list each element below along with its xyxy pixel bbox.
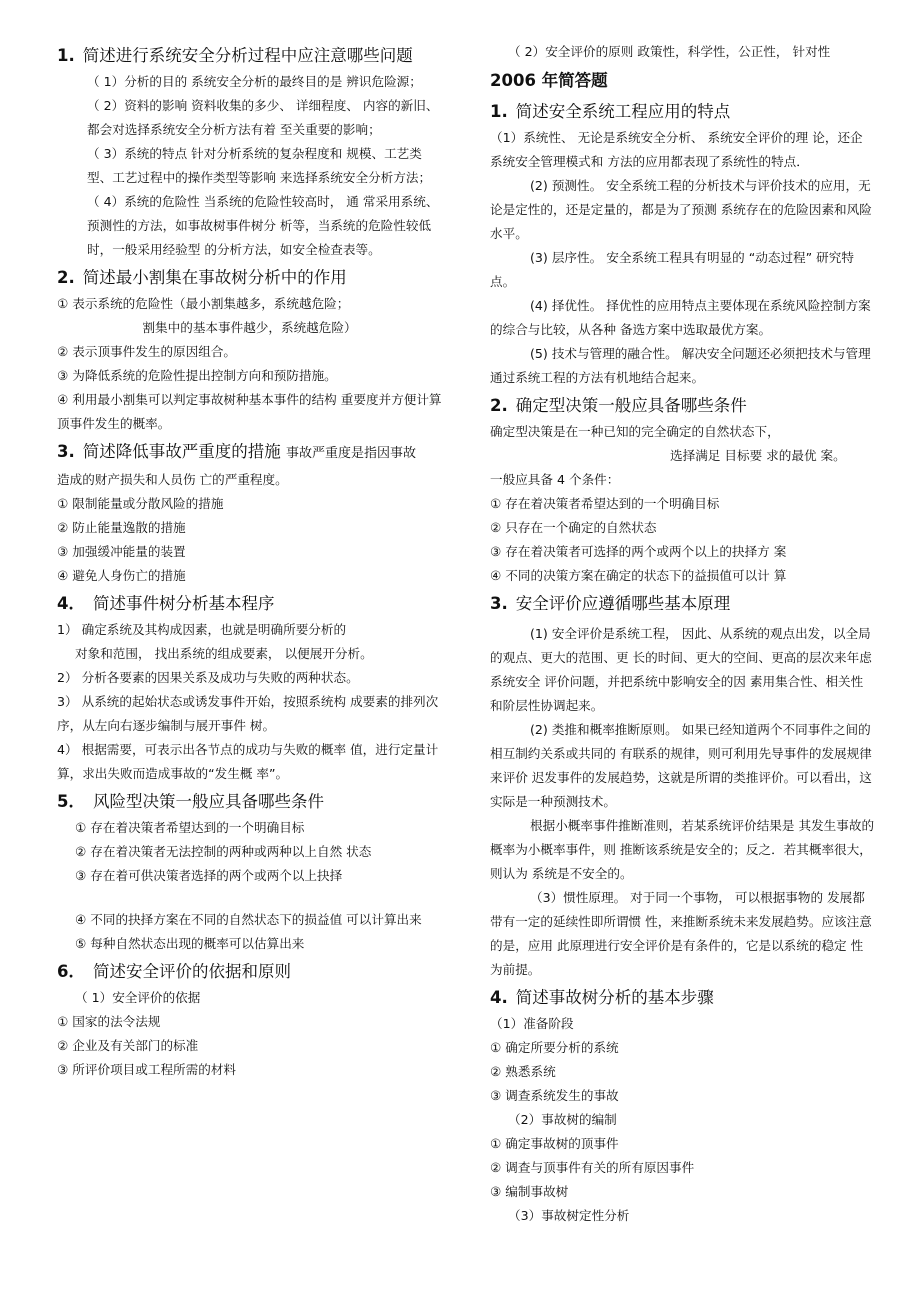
r4-item: ② 调查与顶事件有关的所有原因事件 <box>490 1160 695 1175</box>
answer-1 <box>490 99 875 390</box>
answer-1-heading: 1. 简述安全系统工程应用的特点 <box>490 102 731 121</box>
question-4 <box>57 591 442 786</box>
q3-item: ② 防止能量逸散的措施 <box>57 520 186 535</box>
q3-heading-extra: 事故严重度是指因事故 <box>286 446 417 461</box>
r2-item: ② 只存在一个确定的自然状态 <box>490 520 657 535</box>
r4-item: （3）事故树定性分析 <box>508 1208 630 1223</box>
q2-item: 割集中的基本事件越少，系统越危险） <box>142 320 357 335</box>
q4-item: 2） 分析各要素的因果关系及成功与失败的两种状态。 <box>57 670 359 685</box>
left-column <box>57 40 442 1082</box>
q5-item: ① 存在着决策者希望达到的一个明确目标 <box>75 820 305 835</box>
answer-2-heading: 2. 确定型决策一般应具备哪些条件 <box>490 396 747 415</box>
q1-item: （ 3）系统的特点 针对分析系统的复杂程度和 规模、工艺类型、工艺过程中的操作类型等影响 来选择系统安全分析方法； <box>87 146 432 185</box>
q5-item: ③ 存在着可供决策者选择的两个或两个以上抉择 <box>75 868 343 883</box>
q4-item: 对象和范围， 找出系统的组成要素， 以便展开分析。 <box>75 646 373 661</box>
answer-3-heading: 3. 安全评价应遵循哪些基本原理 <box>490 594 731 613</box>
q3-item: ④ 避免人身伤亡的措施 <box>57 568 186 583</box>
r4-item: ① 确定所要分析的系统 <box>490 1040 619 1055</box>
r2-intro: 确定型决策是在一种已知的完全确定的自然状态下， <box>490 424 780 439</box>
q6-item: ① 国家的法令法规 <box>57 1014 161 1029</box>
r2-item: ④ 不同的决策方案在确定的状态下的益损值可以计 算 <box>490 568 787 583</box>
q3-intro: 造成的财产损失和人员伤 亡的严重程度。 <box>57 472 288 487</box>
q1-item: （ 4）系统的危险性 当系统的危险性较高时， 通 常采用系统、预测性的方法，如事故树事件树分 析等，当系统的危险性较低时，一般采用经验型 的分析方法，如安全检查表等。 <box>87 194 439 257</box>
answer-4 <box>490 985 875 1228</box>
q4-item: 4） 根据需要，可表示出各节点的成功与失败的概率 值，进行定量计算，求出失败而造成事故的“发生概 率”。 <box>57 742 439 781</box>
r4-item: ③ 调查系统发生的事故 <box>490 1088 619 1103</box>
r3-item: (2) 类推和概率推断原则。 如果已经知道两个不同事件之间的相互制约关系或共同的 有联系的规律，则可利用先导事件的发展规律来评价 迟发事件的发展趋势，这就是所谓的类推评价。可以看出，这实际是一种预测技术。 <box>490 722 872 809</box>
r4-item: ② 熟悉系统 <box>490 1064 556 1079</box>
q1-item: （ 1）分析的目的 系统安全分析的最终目的是 辨识危险源； <box>87 74 422 89</box>
r1-item: (3) 层序性。 安全系统工程具有明显的 “动态过程” 研究特点。 <box>490 250 854 289</box>
question-6-heading: 6． 简述安全评价的依据和原则 <box>57 962 291 981</box>
r2-intro: 选择满足 目标要 求的最优 案。 <box>670 448 846 463</box>
question-4-heading: 4． 简述事件树分析基本程序 <box>57 594 275 613</box>
r2-item: ① 存在着决策者希望达到的一个明确目标 <box>490 496 720 511</box>
question-5-heading: 5． 风险型决策一般应具备哪些条件 <box>57 792 324 811</box>
q5-item: ④ 不同的抉择方案在不同的自然状态下的损益值 可以计算出来 <box>75 912 422 927</box>
q3-item: ① 限制能量或分散风险的措施 <box>57 496 224 511</box>
r3-item: （3）惯性原理。 对于同一个事物， 可以根据事物的 发展都带有一定的延续性即所谓惯 性，来推断系统未来发展趋势。应该注意的是，应用 此原理进行安全评价是有条件的，它是以系统的稳定 性为前提。 <box>490 890 872 977</box>
q2-item: ④ 利用最小割集可以判定事故树种基本事件的结构 重要度并方便计算顶事件发生的概率。 <box>57 392 442 431</box>
r4-item: （1）准备阶段 <box>490 1016 574 1031</box>
question-1-heading: 1. 简述进行系统安全分析过程中应注意哪些问题 <box>57 46 413 65</box>
r1-item: (4) 择优性。 择优性的应用特点主要体现在系统风险控制方案的综合与比较，从各种 备选方案中选取最优方案。 <box>490 298 871 337</box>
r1-item: (2) 预测性。 安全系统工程的分析技术与评价技术的应用，无论是定性的，还是定量的，都是为了预测 系统存在的危险因素和风险水平。 <box>490 178 872 241</box>
answer-3 <box>490 591 875 982</box>
r4-item: ① 确定事故树的顶事件 <box>490 1136 619 1151</box>
q4-item: 3） 从系统的起始状态或诱发事件开始，按照系统构 成要素的排列次序，从左向右逐步编制与展开事件 树。 <box>57 694 439 733</box>
r1-item: (5) 技术与管理的融合性。 解决安全问题还必须把技术与管理通过系统工程的方法有机地结合起来。 <box>490 346 871 385</box>
q1-item: （ 2）资料的影响 资料收集的多少、 详细程度、 内容的新旧、都会对选择系统安全分析方法有着 至关重要的影响； <box>87 98 439 137</box>
evaluation-principle-line: （ 2）安全评价的原则 政策性，科学性，公正性， 针对性 <box>508 44 831 59</box>
r1-item: （1）系统性、 无论是系统安全分析、 系统安全评价的理 论，还企系统安全管理模式和 方法的应用都表现了系统性的特点． <box>490 130 863 169</box>
r3-item: 根据小概率事件推断准则，若某系统评价结果是 其发生事故的概率为小概率事件，则 推断该系统是安全的；反之．若其概率很大，则认为 系统是不安全的。 <box>490 818 875 881</box>
q6-item: ③ 所评价项目或工程所需的材料 <box>57 1062 237 1077</box>
question-5 <box>57 789 442 956</box>
question-2-heading: 2. 简述最小割集在事故树分析中的作用 <box>57 268 347 287</box>
r4-item: ③ 编制事故树 <box>490 1184 569 1199</box>
q5-item: ⑤ 每种自然状态出现的概率可以估算出来 <box>75 936 305 951</box>
q4-item: 1） 确定系统及其构成因素，也就是明确所要分析的 <box>57 622 347 637</box>
right-column <box>490 40 875 1228</box>
answer-4-heading: 4. 简述事故树分析的基本步骤 <box>490 988 714 1007</box>
question-1 <box>57 43 442 262</box>
q6-item: ② 企业及有关部门的标准 <box>57 1038 199 1053</box>
answer-2 <box>490 393 875 588</box>
question-6 <box>57 959 442 1082</box>
r4-item: （2）事故树的编制 <box>508 1112 617 1127</box>
question-2 <box>57 265 442 436</box>
r3-item: (1) 安全评价是系统工程， 因此、从系统的观点出发，以全局的观点、更大的范围、更 长的时间、更大的空间、更高的层次来年虑系统安全 评价问题，并把系统中影响安全的因 素用集合性、相关性和阶层性协调起来。 <box>490 626 872 713</box>
q2-item: ① 表示系统的危险性（最小割集越多，系统越危险； <box>57 296 350 311</box>
year-heading: 2006 年简答题 <box>490 71 608 90</box>
question-3 <box>57 439 442 588</box>
r2-item: ③ 存在着决策者可选择的两个或两个以上的抉择方 案 <box>490 544 787 559</box>
q2-item: ② 表示顶事件发生的原因组合。 <box>57 344 237 359</box>
question-3-heading: 3. 简述降低事故严重度的措施 事故严重度是指因事故 <box>57 442 417 461</box>
q2-item: ③ 为降低系统的危险性提出控制方向和预防措施。 <box>57 368 337 383</box>
r2-intro: 一般应具备 4 个条件： <box>490 472 620 487</box>
q5-item: ② 存在着决策者无法控制的两种或两种以上自然 状态 <box>75 844 372 859</box>
q6-item: （ 1）安全评价的依据 <box>75 990 201 1005</box>
q3-item: ③ 加强缓冲能量的装置 <box>57 544 186 559</box>
